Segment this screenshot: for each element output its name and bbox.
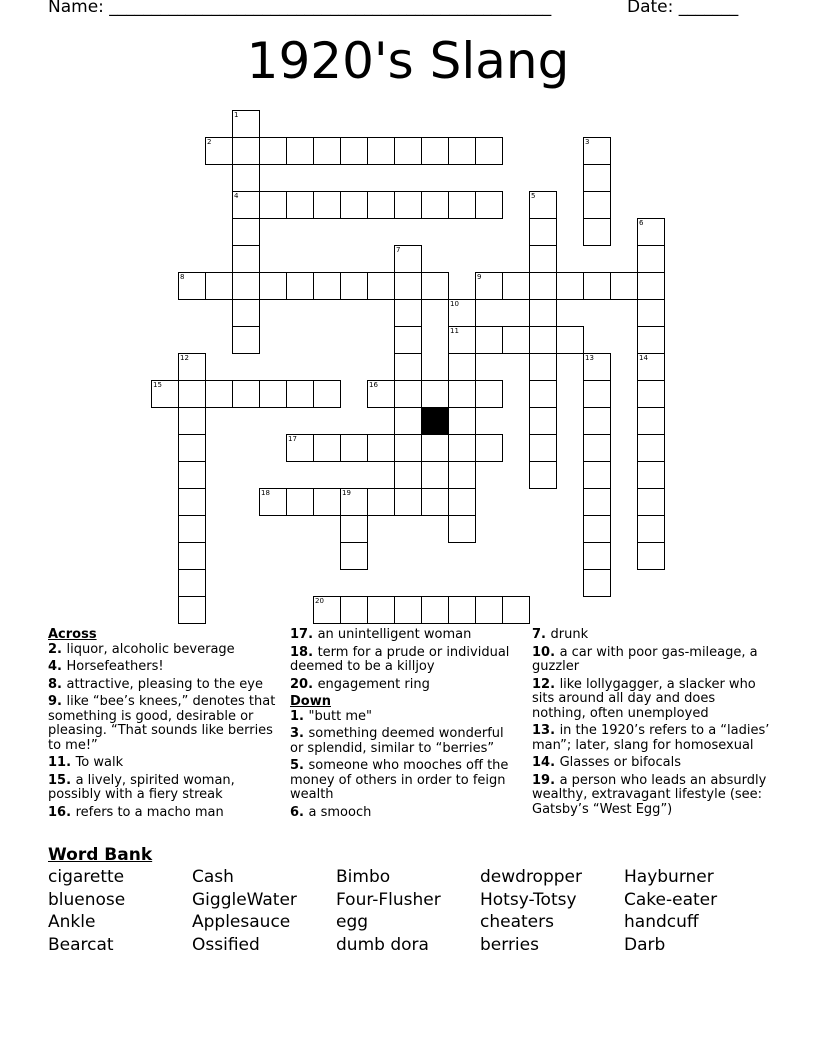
clue-number: 18. (290, 644, 318, 660)
word-bank-item: Ossified (192, 935, 260, 955)
clue-number: 4. (48, 659, 67, 674)
grid-cell[interactable] (637, 380, 665, 408)
clue-item (48, 660, 283, 675)
clue-number: 15. (48, 772, 76, 788)
clue-number-label: 19 (342, 489, 351, 497)
grid-cell[interactable] (448, 191, 476, 219)
clue-column-3 (532, 628, 772, 820)
word-bank-item: bluenose (48, 890, 126, 910)
grid-cell[interactable] (394, 488, 422, 516)
word-bank-item: Hotsy-Totsy (480, 890, 577, 910)
grid-cell[interactable] (583, 164, 611, 192)
clue-heading: Across (48, 627, 97, 642)
grid-cell[interactable] (502, 272, 530, 300)
grid-cell[interactable] (367, 488, 395, 516)
grid-cell[interactable] (178, 407, 206, 435)
grid-cell[interactable] (529, 407, 557, 435)
grid-cell[interactable] (448, 434, 476, 462)
grid-cell[interactable] (529, 434, 557, 462)
grid-cell[interactable] (232, 137, 260, 165)
clue-item (48, 695, 283, 753)
grid-cell[interactable] (232, 380, 260, 408)
grid-cell[interactable] (394, 353, 422, 381)
grid-cell[interactable] (394, 434, 422, 462)
clue-number-label: 4 (234, 192, 239, 200)
grid-cell[interactable] (313, 137, 341, 165)
grid-cell[interactable] (448, 137, 476, 165)
grid-cell[interactable] (313, 488, 341, 516)
grid-cell[interactable] (448, 488, 476, 516)
grid-cell[interactable] (637, 515, 665, 543)
grid-cell[interactable] (394, 272, 422, 300)
clue-item (290, 759, 520, 803)
grid-cell[interactable] (394, 299, 422, 327)
word-bank-item: berries (480, 935, 539, 955)
clue-number: 8. (48, 676, 67, 692)
grid-cell[interactable] (205, 380, 233, 408)
clue-number-label: 5 (531, 192, 536, 200)
word-bank-item: cigarette (48, 867, 125, 887)
puzzle-title: 1920's Slang (246, 32, 570, 90)
clue-item (290, 710, 520, 725)
word-bank-item: Darb (624, 935, 666, 955)
grid-cell[interactable] (421, 407, 449, 435)
grid-cell[interactable] (448, 407, 476, 435)
grid-cell[interactable] (583, 191, 611, 219)
clue-item (532, 774, 772, 818)
clue-number-label: 14 (639, 354, 648, 362)
grid-cell[interactable] (583, 434, 611, 462)
clue-text: an unintelligent woman (317, 627, 472, 642)
grid-cell[interactable] (340, 434, 368, 462)
clue-number: 10. (532, 644, 560, 660)
grid-cell[interactable] (178, 461, 206, 489)
clue-number-label: 3 (585, 138, 590, 146)
grid-cell[interactable] (529, 380, 557, 408)
clue-text: "butt me" (308, 708, 372, 724)
clue-number-label: 2 (207, 138, 212, 146)
clue-heading: Down (290, 694, 331, 709)
word-bank-item: egg (336, 912, 369, 932)
grid-cell[interactable] (232, 164, 260, 192)
grid-cell[interactable] (232, 299, 260, 327)
word-bank-item: GiggleWater (192, 890, 297, 910)
grid-cell[interactable] (259, 380, 287, 408)
clue-number-label: 9 (477, 273, 482, 281)
word-bank-item: Bearcat (48, 935, 114, 955)
grid-cell[interactable] (421, 272, 449, 300)
grid-cell[interactable] (475, 434, 503, 462)
grid-cell[interactable] (637, 299, 665, 327)
grid-cell[interactable] (394, 380, 422, 408)
grid-cell[interactable] (583, 380, 611, 408)
grid-cell[interactable] (178, 596, 206, 624)
grid-cell[interactable] (421, 488, 449, 516)
grid-cell[interactable] (421, 137, 449, 165)
grid-cell[interactable] (367, 596, 395, 624)
grid-cell[interactable] (286, 488, 314, 516)
grid-cell[interactable] (529, 326, 557, 354)
grid-cell[interactable] (529, 461, 557, 489)
grid-cell[interactable] (367, 272, 395, 300)
grid-cell[interactable] (637, 272, 665, 300)
grid-cell[interactable] (178, 515, 206, 543)
grid-cell[interactable] (259, 137, 287, 165)
grid-cell[interactable] (448, 353, 476, 381)
word-bank-item: Four-Flusher (336, 890, 441, 910)
grid-cell[interactable] (583, 272, 611, 300)
grid-cell[interactable] (448, 380, 476, 408)
name-label: Name: ____________________________________________________ (48, 0, 552, 17)
grid-cell[interactable] (583, 407, 611, 435)
grid-cell[interactable] (259, 272, 287, 300)
grid-cell[interactable] (637, 461, 665, 489)
clue-text: Horsefeathers! (66, 659, 164, 674)
clue-number-label: 18 (261, 489, 270, 497)
clue-number: 17. (290, 627, 318, 642)
clue-item (48, 756, 283, 771)
grid-cell[interactable] (583, 569, 611, 597)
word-bank-item: Cake-eater (624, 890, 718, 910)
date-label: Date: _______ (627, 0, 739, 17)
grid-cell[interactable] (583, 218, 611, 246)
grid-cell[interactable] (313, 191, 341, 219)
clue-item (290, 628, 520, 643)
grid-cell[interactable] (394, 326, 422, 354)
clue-item (48, 774, 283, 803)
grid-cell[interactable] (502, 596, 530, 624)
clue-number: 14. (532, 755, 560, 770)
grid-cell[interactable] (340, 137, 368, 165)
clue-number-label: 20 (315, 597, 324, 605)
clue-text: like lollygagger, a slacker who sits around all day and does nothing, often unemployed (532, 676, 756, 721)
clue-number: 2. (48, 641, 67, 657)
grid-cell[interactable] (637, 488, 665, 516)
clue-number: 19. (532, 772, 560, 788)
clue-item (290, 646, 520, 675)
grid-cell[interactable] (340, 191, 368, 219)
word-bank-item: dewdropper (480, 867, 582, 887)
grid-cell[interactable] (475, 191, 503, 219)
grid-cell[interactable] (475, 596, 503, 624)
clue-number: 5. (290, 758, 309, 773)
clue-item (290, 806, 520, 821)
clue-text: a smooch (308, 804, 372, 820)
clue-text: Glasses or bifocals (559, 755, 681, 770)
clue-number-label: 8 (180, 273, 185, 281)
clue-number: 6. (290, 804, 309, 820)
clue-text: something deemed wonderful or splendid, similar to “berries” (290, 726, 504, 756)
clue-number: 11. (48, 755, 76, 770)
grid-cell[interactable] (502, 326, 530, 354)
grid-cell[interactable] (286, 272, 314, 300)
grid-cell[interactable] (286, 380, 314, 408)
grid-cell[interactable] (475, 326, 503, 354)
clue-text: drunk (550, 627, 589, 642)
grid-cell[interactable] (367, 191, 395, 219)
grid-cell[interactable] (178, 434, 206, 462)
clue-item (290, 727, 520, 756)
grid-cell[interactable] (583, 515, 611, 543)
word-bank-item: Bimbo (336, 867, 391, 887)
grid-cell[interactable] (529, 272, 557, 300)
grid-cell[interactable] (583, 461, 611, 489)
grid-cell[interactable] (340, 515, 368, 543)
grid-cell[interactable] (394, 191, 422, 219)
clue-number: 20. (290, 676, 318, 692)
grid-cell[interactable] (286, 191, 314, 219)
clue-text: attractive, pleasing to the eye (66, 676, 263, 692)
grid-cell[interactable] (475, 137, 503, 165)
grid-cell[interactable] (178, 380, 206, 408)
grid-cell[interactable] (637, 245, 665, 273)
clue-number: 3. (290, 726, 309, 741)
grid-cell[interactable] (421, 191, 449, 219)
clue-number-label: 13 (585, 354, 594, 362)
clue-column-2 (290, 628, 520, 823)
clue-text: To walk (75, 755, 124, 770)
word-bank-item: dumb dora (336, 935, 429, 955)
clue-text: a car with poor gas-mileage, a guzzler (532, 644, 758, 674)
clue-number-label: 7 (396, 246, 401, 254)
grid-cell[interactable] (637, 542, 665, 570)
clue-text: refers to a macho man (75, 804, 224, 820)
grid-cell[interactable] (637, 326, 665, 354)
grid-cell[interactable] (178, 542, 206, 570)
grid-cell[interactable] (232, 218, 260, 246)
grid-cell[interactable] (340, 272, 368, 300)
clue-item (532, 724, 772, 753)
clue-number: 13. (532, 723, 560, 738)
word-bank-item: Applesauce (192, 912, 291, 932)
clue-number-label: 12 (180, 354, 189, 362)
clue-text: a lively, spirited woman, possibly with a fiery streak (48, 772, 235, 802)
grid-cell[interactable] (313, 434, 341, 462)
grid-cell[interactable] (529, 245, 557, 273)
clue-number-label: 16 (369, 381, 378, 389)
word-bank-title: Word Bank (48, 845, 153, 865)
clue-number-label: 15 (153, 381, 162, 389)
clue-number: 9. (48, 694, 67, 709)
clue-item (48, 678, 283, 693)
clue-text: liquor, alcoholic beverage (66, 641, 235, 657)
grid-cell[interactable] (583, 542, 611, 570)
grid-cell[interactable] (232, 326, 260, 354)
grid-cell[interactable] (448, 515, 476, 543)
clue-text: engagement ring (317, 676, 430, 692)
grid-cell[interactable] (394, 461, 422, 489)
clue-number-label: 1 (234, 111, 239, 119)
grid-cell[interactable] (529, 299, 557, 327)
grid-cell[interactable] (448, 596, 476, 624)
clue-item (532, 678, 772, 722)
word-bank-item: Hayburner (624, 867, 714, 887)
clue-number: 7. (532, 627, 551, 642)
grid-cell[interactable] (556, 326, 584, 354)
clue-item (48, 806, 283, 821)
clue-text: in the 1920’s refers to a “ladies’ man”; later, slang for homosexual (532, 723, 770, 753)
grid-cell[interactable] (367, 137, 395, 165)
word-bank-item: cheaters (480, 912, 554, 932)
grid-cell[interactable] (421, 380, 449, 408)
grid-cell[interactable] (448, 461, 476, 489)
grid-cell[interactable] (583, 488, 611, 516)
clue-text: term for a prude or individual deemed to be a killjoy (290, 644, 510, 674)
grid-cell[interactable] (529, 218, 557, 246)
grid-cell[interactable] (340, 596, 368, 624)
grid-cell[interactable] (232, 272, 260, 300)
clue-number: 12. (532, 676, 560, 692)
grid-cell[interactable] (421, 596, 449, 624)
grid-cell[interactable] (421, 434, 449, 462)
clue-item (48, 643, 283, 658)
grid-cell[interactable] (259, 191, 287, 219)
grid-cell[interactable] (205, 272, 233, 300)
grid-cell[interactable] (475, 380, 503, 408)
clue-number: 1. (290, 708, 309, 724)
word-bank-item: Cash (192, 867, 234, 887)
grid-cell[interactable] (286, 137, 314, 165)
grid-cell[interactable] (394, 596, 422, 624)
clue-text: like “bee’s knees,” denotes that something is good, desirable or pleasing. “That sounds like berries to me!” (48, 694, 276, 753)
grid-cell[interactable] (367, 434, 395, 462)
clue-number-label: 6 (639, 219, 644, 227)
grid-cell[interactable] (556, 272, 584, 300)
clue-column-1 (48, 628, 283, 823)
grid-cell[interactable] (637, 407, 665, 435)
clue-item (532, 628, 772, 643)
clue-number-label: 11 (450, 327, 459, 335)
grid-cell[interactable] (340, 542, 368, 570)
grid-cell[interactable] (394, 137, 422, 165)
grid-cell[interactable] (178, 488, 206, 516)
clue-item (290, 678, 520, 693)
grid-cell[interactable] (313, 380, 341, 408)
clue-number: 16. (48, 804, 76, 820)
grid-cell[interactable] (529, 353, 557, 381)
grid-cell[interactable] (313, 272, 341, 300)
grid-cell[interactable] (232, 245, 260, 273)
word-bank-item: handcuff (624, 912, 699, 932)
grid-cell[interactable] (610, 272, 638, 300)
word-bank-item: Ankle (48, 912, 96, 932)
clue-number-label: 17 (288, 435, 297, 443)
grid-cell[interactable] (178, 569, 206, 597)
clue-text: a person who leads an absurdly wealthy, extravagant lifestyle (see: Gatsby’s “West Egg”) (532, 772, 767, 817)
clue-item (532, 646, 772, 675)
clue-text: someone who mooches off the money of others in order to feign wealth (290, 758, 509, 802)
grid-cell[interactable] (637, 434, 665, 462)
grid-cell[interactable] (394, 407, 422, 435)
clue-item (532, 756, 772, 771)
clue-number-label: 10 (450, 300, 459, 308)
